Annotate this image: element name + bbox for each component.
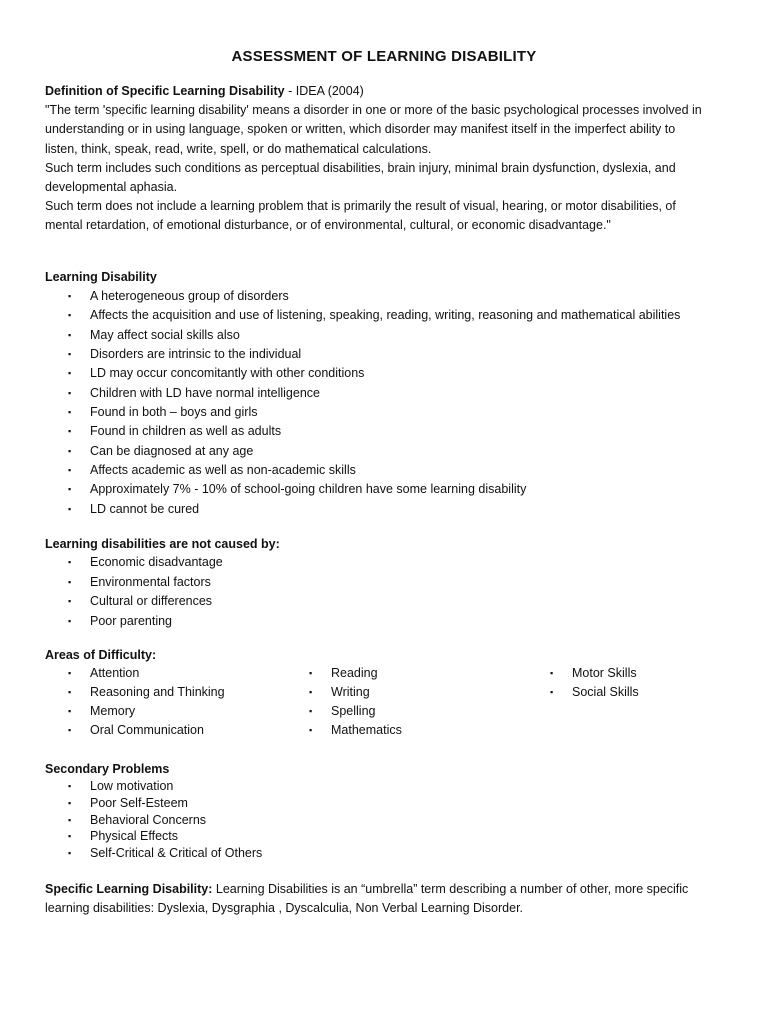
list-item xyxy=(68,664,225,683)
list-item xyxy=(68,326,680,345)
specific-ld-paragraph xyxy=(45,880,735,918)
list-item xyxy=(68,795,262,812)
bullet-icon: ▪ xyxy=(68,445,72,456)
bullet-icon: ▪ xyxy=(68,557,72,567)
bullet-icon: ▪ xyxy=(68,668,72,678)
list-item-text: Spelling xyxy=(331,704,376,718)
list-item xyxy=(68,480,680,499)
bullet-icon: ▪ xyxy=(68,291,72,301)
specific-ld-text: Learning Disabilities is an “umbrella” term describing a number of other, more specific xyxy=(212,882,689,896)
list-item-text: May affect social skills also xyxy=(90,327,240,342)
list-item-text: Behavioral Concerns xyxy=(90,812,207,827)
list-item-text: Physical Effects xyxy=(90,829,179,844)
list-item xyxy=(68,592,223,612)
list-item xyxy=(68,364,680,383)
bullet-icon: ▪ xyxy=(68,349,72,360)
bullet-icon: ▪ xyxy=(68,387,72,398)
list-item-text: Motor Skills xyxy=(572,666,637,680)
list-item-text: Oral Communication xyxy=(90,723,204,737)
definition-line: mental retardation, of emotional disturbance, or of environmental, cultural, or economic disadvantage." xyxy=(45,218,611,233)
bullet-icon: ▪ xyxy=(68,725,72,735)
list-item xyxy=(68,403,680,422)
list-item xyxy=(309,702,402,721)
specific-ld-line xyxy=(45,880,735,899)
list-item-text: Memory xyxy=(90,704,136,718)
list-item-text: Self-Critical & Critical of Others xyxy=(90,846,263,861)
list-item xyxy=(68,287,680,306)
bullet-icon: ▪ xyxy=(309,706,313,716)
definition-line: understanding or in using language, spoken or written, which disorder may manifest itself in the imperfect ability to xyxy=(45,122,676,137)
definition-paragraph xyxy=(45,82,735,236)
list-item xyxy=(68,721,225,740)
bullet-icon: ▪ xyxy=(309,725,313,735)
list-item-text: Environmental factors xyxy=(90,574,211,589)
list-item-text: Mathematics xyxy=(331,723,402,737)
list-item xyxy=(68,461,680,480)
definition-line: "The term 'specific learning disability' means a disorder in one or more of the basic psychological processes involved in xyxy=(45,103,702,118)
list-item xyxy=(68,384,680,403)
learning-disability-list xyxy=(68,287,681,519)
definition-line: Such term does not include a learning problem that is primarily the result of visual, hearing, or motor disabilities, of xyxy=(45,199,676,214)
list-item-text: A heterogeneous group of disorders xyxy=(90,289,289,303)
list-item-text: Economic disadvantage xyxy=(90,555,223,569)
areas-column-3 xyxy=(550,664,639,702)
list-item-text: Reading xyxy=(331,666,378,680)
list-item xyxy=(68,845,263,862)
bullet-icon: ▪ xyxy=(68,831,72,842)
list-item-text: Poor parenting xyxy=(90,613,173,628)
list-item-text: LD may occur concomitantly with other conditions xyxy=(90,366,365,381)
definition-line: Such term includes such conditions as perceptual disabilities, brain injury, minimal brain dysfunction, dyslexia, and xyxy=(45,160,676,175)
list-item xyxy=(68,683,225,702)
bullet-icon: ▪ xyxy=(68,503,72,514)
bullet-icon: ▪ xyxy=(68,465,72,476)
list-item-text: Disorders are intrinsic to the individual xyxy=(90,347,302,362)
list-item-text: Approximately 7% - 10% of school-going children have some learning disability xyxy=(90,482,527,497)
list-item-text: Attention xyxy=(90,666,140,680)
bullet-icon: ▪ xyxy=(68,797,72,808)
list-item xyxy=(68,500,680,519)
bullet-icon: ▪ xyxy=(68,615,72,626)
list-item xyxy=(68,553,223,573)
bullet-icon: ▪ xyxy=(68,329,72,340)
definition-heading: Definition of Specific Learning Disability xyxy=(45,84,285,98)
list-item xyxy=(550,683,639,702)
not-caused-by-list xyxy=(68,553,223,631)
list-item xyxy=(68,702,225,721)
bullet-icon: ▪ xyxy=(68,848,72,859)
bullet-icon: ▪ xyxy=(68,781,72,791)
specific-ld-line: learning disabilities: Dyslexia, Dysgraphia , Dyscalculia, Non Verbal Learning Disorder. xyxy=(45,901,524,916)
page-title: ASSESSMENT OF LEARNING DISABILITY xyxy=(231,48,537,65)
list-item xyxy=(68,306,681,325)
bullet-icon: ▪ xyxy=(68,407,72,418)
list-item-text: Cultural or differences xyxy=(90,594,213,608)
list-item xyxy=(68,612,223,632)
list-item-text: Writing xyxy=(331,685,370,699)
list-item-text: Children with LD have normal intelligence xyxy=(90,385,320,400)
bullet-icon: ▪ xyxy=(68,706,72,716)
secondary-problems-heading: Secondary Problems xyxy=(45,762,170,776)
bullet-icon: ▪ xyxy=(68,596,72,606)
bullet-icon: ▪ xyxy=(68,814,72,825)
list-item xyxy=(68,442,680,461)
list-item xyxy=(309,683,402,702)
list-item xyxy=(309,721,402,740)
definition-line: developmental aphasia. xyxy=(45,180,178,195)
bullet-icon: ▪ xyxy=(68,687,72,697)
list-item-text: Affects academic as well as non-academic skills xyxy=(90,463,356,478)
bullet-icon: ▪ xyxy=(68,310,72,321)
areas-column-2 xyxy=(309,664,402,740)
list-item xyxy=(68,345,680,364)
list-item-text: LD cannot be cured xyxy=(90,501,200,516)
list-item xyxy=(68,778,262,795)
bullet-icon: ▪ xyxy=(68,426,72,437)
not-caused-by-heading: Learning disabilities are not caused by: xyxy=(45,537,280,551)
list-item xyxy=(68,422,680,441)
learning-disability-heading: Learning Disability xyxy=(45,270,157,284)
specific-ld-label: Specific Learning Disability: xyxy=(45,882,213,896)
bullet-icon: ▪ xyxy=(309,687,313,697)
list-item-text: Can be diagnosed at any age xyxy=(90,443,254,458)
list-item xyxy=(68,812,262,829)
list-item-text: Social Skills xyxy=(572,685,639,699)
list-item-text: Low motivation xyxy=(90,779,174,793)
bullet-icon: ▪ xyxy=(68,484,72,495)
bullet-icon: ▪ xyxy=(550,687,554,697)
list-item-text: Reasoning and Thinking xyxy=(90,685,225,699)
list-item-text: Poor Self-Esteem xyxy=(90,795,188,810)
definition-heading-line xyxy=(45,82,735,101)
bullet-icon: ▪ xyxy=(550,668,554,678)
list-item-text: Found in both – boys and girls xyxy=(90,405,258,420)
areas-of-difficulty-heading: Areas of Difficulty: xyxy=(45,648,157,662)
bullet-icon: ▪ xyxy=(309,668,313,678)
secondary-problems-list xyxy=(68,778,263,862)
list-item-text: Found in children as well as adults xyxy=(90,424,282,439)
list-item xyxy=(550,664,639,683)
areas-column-1 xyxy=(68,664,225,740)
list-item-text: Affects the acquisition and use of listening, speaking, reading, writing, reasoning and mathematical abilities xyxy=(90,308,681,323)
bullet-icon: ▪ xyxy=(68,368,72,379)
list-item xyxy=(68,828,262,845)
definition-source: - IDEA (2004) xyxy=(284,84,364,98)
list-item xyxy=(309,664,402,683)
bullet-icon: ▪ xyxy=(68,576,72,587)
definition-line: listen, think, speak, read, write, spell, or do mathematical calculations. xyxy=(45,141,432,156)
list-item xyxy=(68,573,223,593)
